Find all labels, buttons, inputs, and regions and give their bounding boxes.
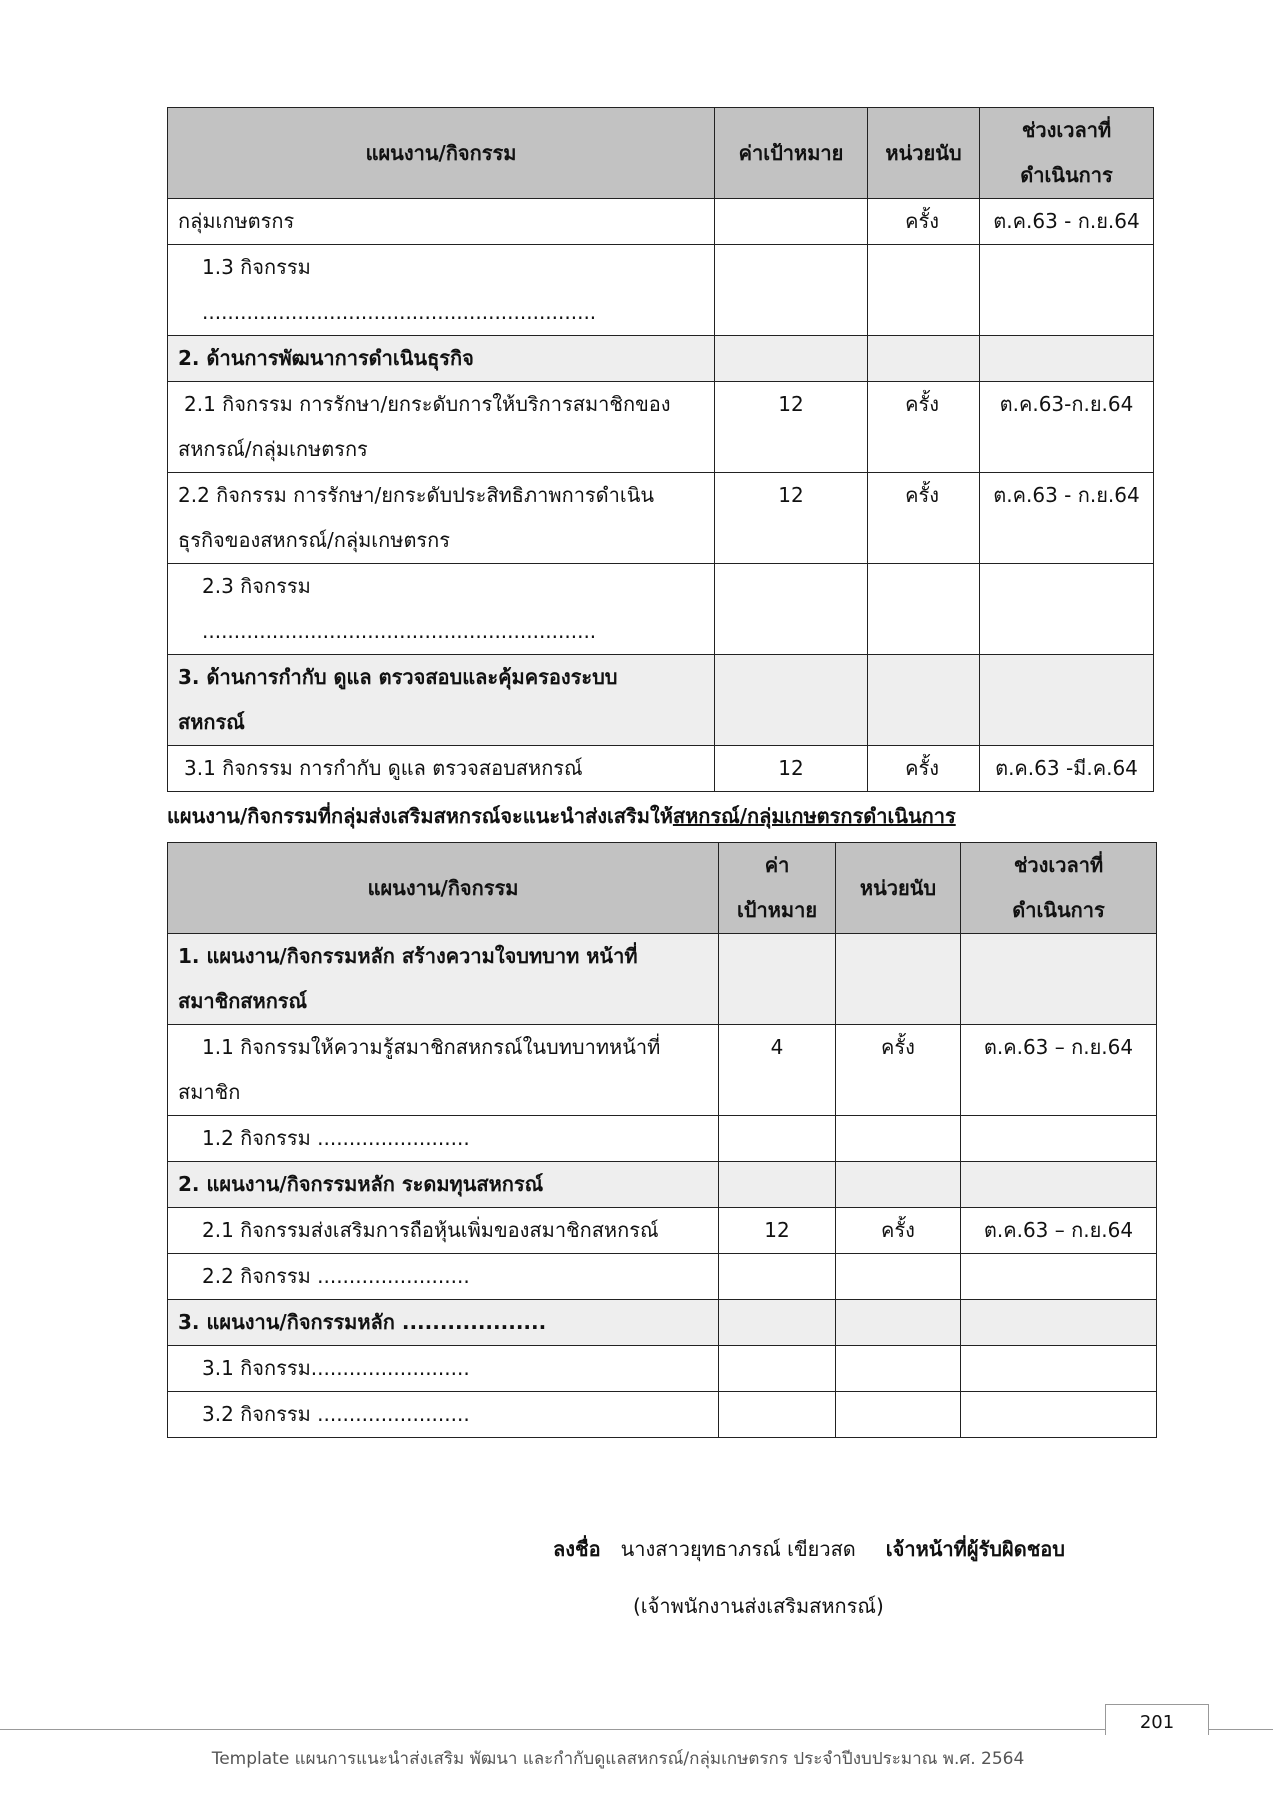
unit-cell: [868, 655, 980, 746]
table-row: [168, 564, 1154, 655]
period-cell: [961, 1346, 1157, 1392]
unit-cell: ครั้ง: [868, 473, 980, 564]
activity-cell: 1.1 กิจกรรมให้ความรู้สมาชิกสหกรณ์ในบทบาทหน้าที่ สมาชิก: [168, 1025, 719, 1116]
unit-cell: [868, 564, 980, 655]
activity-cell: 2.1 กิจกรรม การรักษา/ยกระดับการให้บริการสมาชิกของ สหกรณ์/กลุ่มเกษตรกร: [168, 382, 715, 473]
target-cell: [719, 1392, 836, 1438]
header-target: ค่าเป้าหมาย: [715, 108, 868, 199]
period-cell: [980, 245, 1154, 336]
section-title: 2. ด้านการพัฒนาการดำเนินธุรกิจ: [168, 336, 715, 382]
footer-text: Template แผนการแนะนำส่งเสริม พัฒนา และกำกับดูแลสหกรณ์/กลุ่มเกษตรกร ประจำปีงบประมาณ พ.ศ. 2564: [211, 1749, 1025, 1769]
unit-cell: [868, 245, 980, 336]
activity-cell: 3.1 กิจกรรม การกำกับ ดูแล ตรวจสอบสหกรณ์: [168, 746, 715, 792]
period-cell: ต.ค.63-ก.ย.64: [980, 382, 1154, 473]
unit-cell: [836, 1300, 961, 1346]
section-row: [168, 1162, 1157, 1208]
target-cell: 12: [715, 746, 868, 792]
unit-cell: ครั้ง: [868, 746, 980, 792]
signer-role: เจ้าหน้าที่ผู้รับผิดชอบ: [885, 1537, 1065, 1561]
table-row: [168, 1346, 1157, 1392]
target-cell: 4: [719, 1025, 836, 1116]
target-cell: [715, 564, 868, 655]
unit-cell: [836, 1162, 961, 1208]
period-cell: ต.ค.63 -มี.ค.64: [980, 746, 1154, 792]
activity-cell: 1.2 กิจกรรม ........................: [168, 1116, 719, 1162]
unit-cell: [836, 1346, 961, 1392]
period-cell: [980, 655, 1154, 746]
table-header: [168, 108, 1154, 199]
header-unit: หน่วยนับ: [868, 108, 980, 199]
target-cell: [715, 336, 868, 382]
unit-cell: [836, 1392, 961, 1438]
section-row: [168, 655, 1154, 746]
period-cell: [961, 1162, 1157, 1208]
activity-cell: 1.3 กิจกรรม ..............................................................: [168, 245, 715, 336]
activity-cell: 2.2 กิจกรรม ........................: [168, 1254, 719, 1300]
period-cell: [980, 564, 1154, 655]
period-cell: [980, 336, 1154, 382]
table-row: [168, 382, 1154, 473]
activity-cell: 2.1 กิจกรรมส่งเสริมการถือหุ้นเพิ่มของสมาชิกสหกรณ์: [168, 1208, 719, 1254]
page-number: 201: [1105, 1704, 1209, 1735]
target-cell: 12: [719, 1208, 836, 1254]
unit-cell: [836, 934, 961, 1025]
header-unit: หน่วยนับ: [836, 843, 961, 934]
table-row: [168, 1116, 1157, 1162]
signer-name: นางสาวยุทธาภรณ์ เขียวสด: [620, 1537, 856, 1561]
unit-cell: ครั้ง: [868, 382, 980, 473]
target-cell: [715, 655, 868, 746]
section-title: 3. ด้านการกำกับ ดูแล ตรวจสอบและคุ้มครองระบบ สหกรณ์: [168, 655, 715, 746]
section-row: [168, 934, 1157, 1025]
unit-cell: [836, 1116, 961, 1162]
activity-cell: 2.3 กิจกรรม ..............................................................: [168, 564, 715, 655]
target-cell: [719, 1116, 836, 1162]
activity-cell: 3.2 กิจกรรม ........................: [168, 1392, 719, 1438]
period-cell: [961, 1300, 1157, 1346]
period-cell: [961, 1254, 1157, 1300]
activity-cell: กลุ่มเกษตรกร: [168, 199, 715, 245]
period-cell: ต.ค.63 – ก.ย.64: [961, 1208, 1157, 1254]
header-period: ช่วงเวลาที่ ดำเนินการ: [980, 108, 1154, 199]
table2-title: แผนงาน/กิจกรรมที่กลุ่มส่งเสริมสหกรณ์จะแนะนำส่งเสริมให้สหกรณ์/กลุ่มเกษตรกรดำเนินการ: [167, 804, 956, 828]
target-cell: [719, 934, 836, 1025]
table-header: [168, 843, 1157, 934]
period-cell: [961, 1116, 1157, 1162]
activity-cell: 2.2 กิจกรรม การรักษา/ยกระดับประสิทธิภาพการดำเนิน ธุรกิจของสหกรณ์/กลุ่มเกษตรกร: [168, 473, 715, 564]
table-row: [168, 1208, 1157, 1254]
activity-table-1: [167, 107, 1154, 792]
period-cell: [961, 934, 1157, 1025]
footer-divider: [0, 1729, 1273, 1730]
table-row: [168, 1254, 1157, 1300]
target-cell: [715, 245, 868, 336]
unit-cell: ครั้ง: [868, 199, 980, 245]
table-row: [168, 473, 1154, 564]
table-row: [168, 245, 1154, 336]
target-cell: [719, 1300, 836, 1346]
section-title: 2. แผนงาน/กิจกรรมหลัก ระดมทุนสหกรณ์: [168, 1162, 719, 1208]
signer-position: (เจ้าพนักงานส่งเสริมสหกรณ์): [633, 1594, 884, 1618]
period-cell: ต.ค.63 - ก.ย.64: [980, 199, 1154, 245]
target-cell: 12: [715, 473, 868, 564]
unit-cell: ครั้ง: [836, 1025, 961, 1116]
table-row: [168, 1392, 1157, 1438]
target-cell: [719, 1346, 836, 1392]
section-title: 3. แผนงาน/กิจกรรมหลัก ...................: [168, 1300, 719, 1346]
signature-label: ลงชื่อ: [553, 1537, 601, 1561]
target-cell: [719, 1254, 836, 1300]
target-cell: [715, 199, 868, 245]
period-cell: ต.ค.63 - ก.ย.64: [980, 473, 1154, 564]
table-row: [168, 199, 1154, 245]
target-cell: [719, 1162, 836, 1208]
section-title: 1. แผนงาน/กิจกรรมหลัก สร้างความใจบทบาท หน้าที่ สมาชิกสหกรณ์: [168, 934, 719, 1025]
header-activity: แผนงาน/กิจกรรม: [168, 108, 715, 199]
header-period: ช่วงเวลาที่ ดำเนินการ: [961, 843, 1157, 934]
table-row: [168, 1025, 1157, 1116]
unit-cell: [836, 1254, 961, 1300]
target-cell: 12: [715, 382, 868, 473]
header-target: ค่า เป้าหมาย: [719, 843, 836, 934]
table-row: [168, 746, 1154, 792]
period-cell: ต.ค.63 – ก.ย.64: [961, 1025, 1157, 1116]
section-row: [168, 336, 1154, 382]
section-row: [168, 1300, 1157, 1346]
unit-cell: ครั้ง: [836, 1208, 961, 1254]
activity-cell: 3.1 กิจกรรม.........................: [168, 1346, 719, 1392]
activity-table-2: [167, 842, 1157, 1438]
header-activity: แผนงาน/กิจกรรม: [168, 843, 719, 934]
signature-line: [553, 1533, 1065, 1565]
unit-cell: [868, 336, 980, 382]
period-cell: [961, 1392, 1157, 1438]
